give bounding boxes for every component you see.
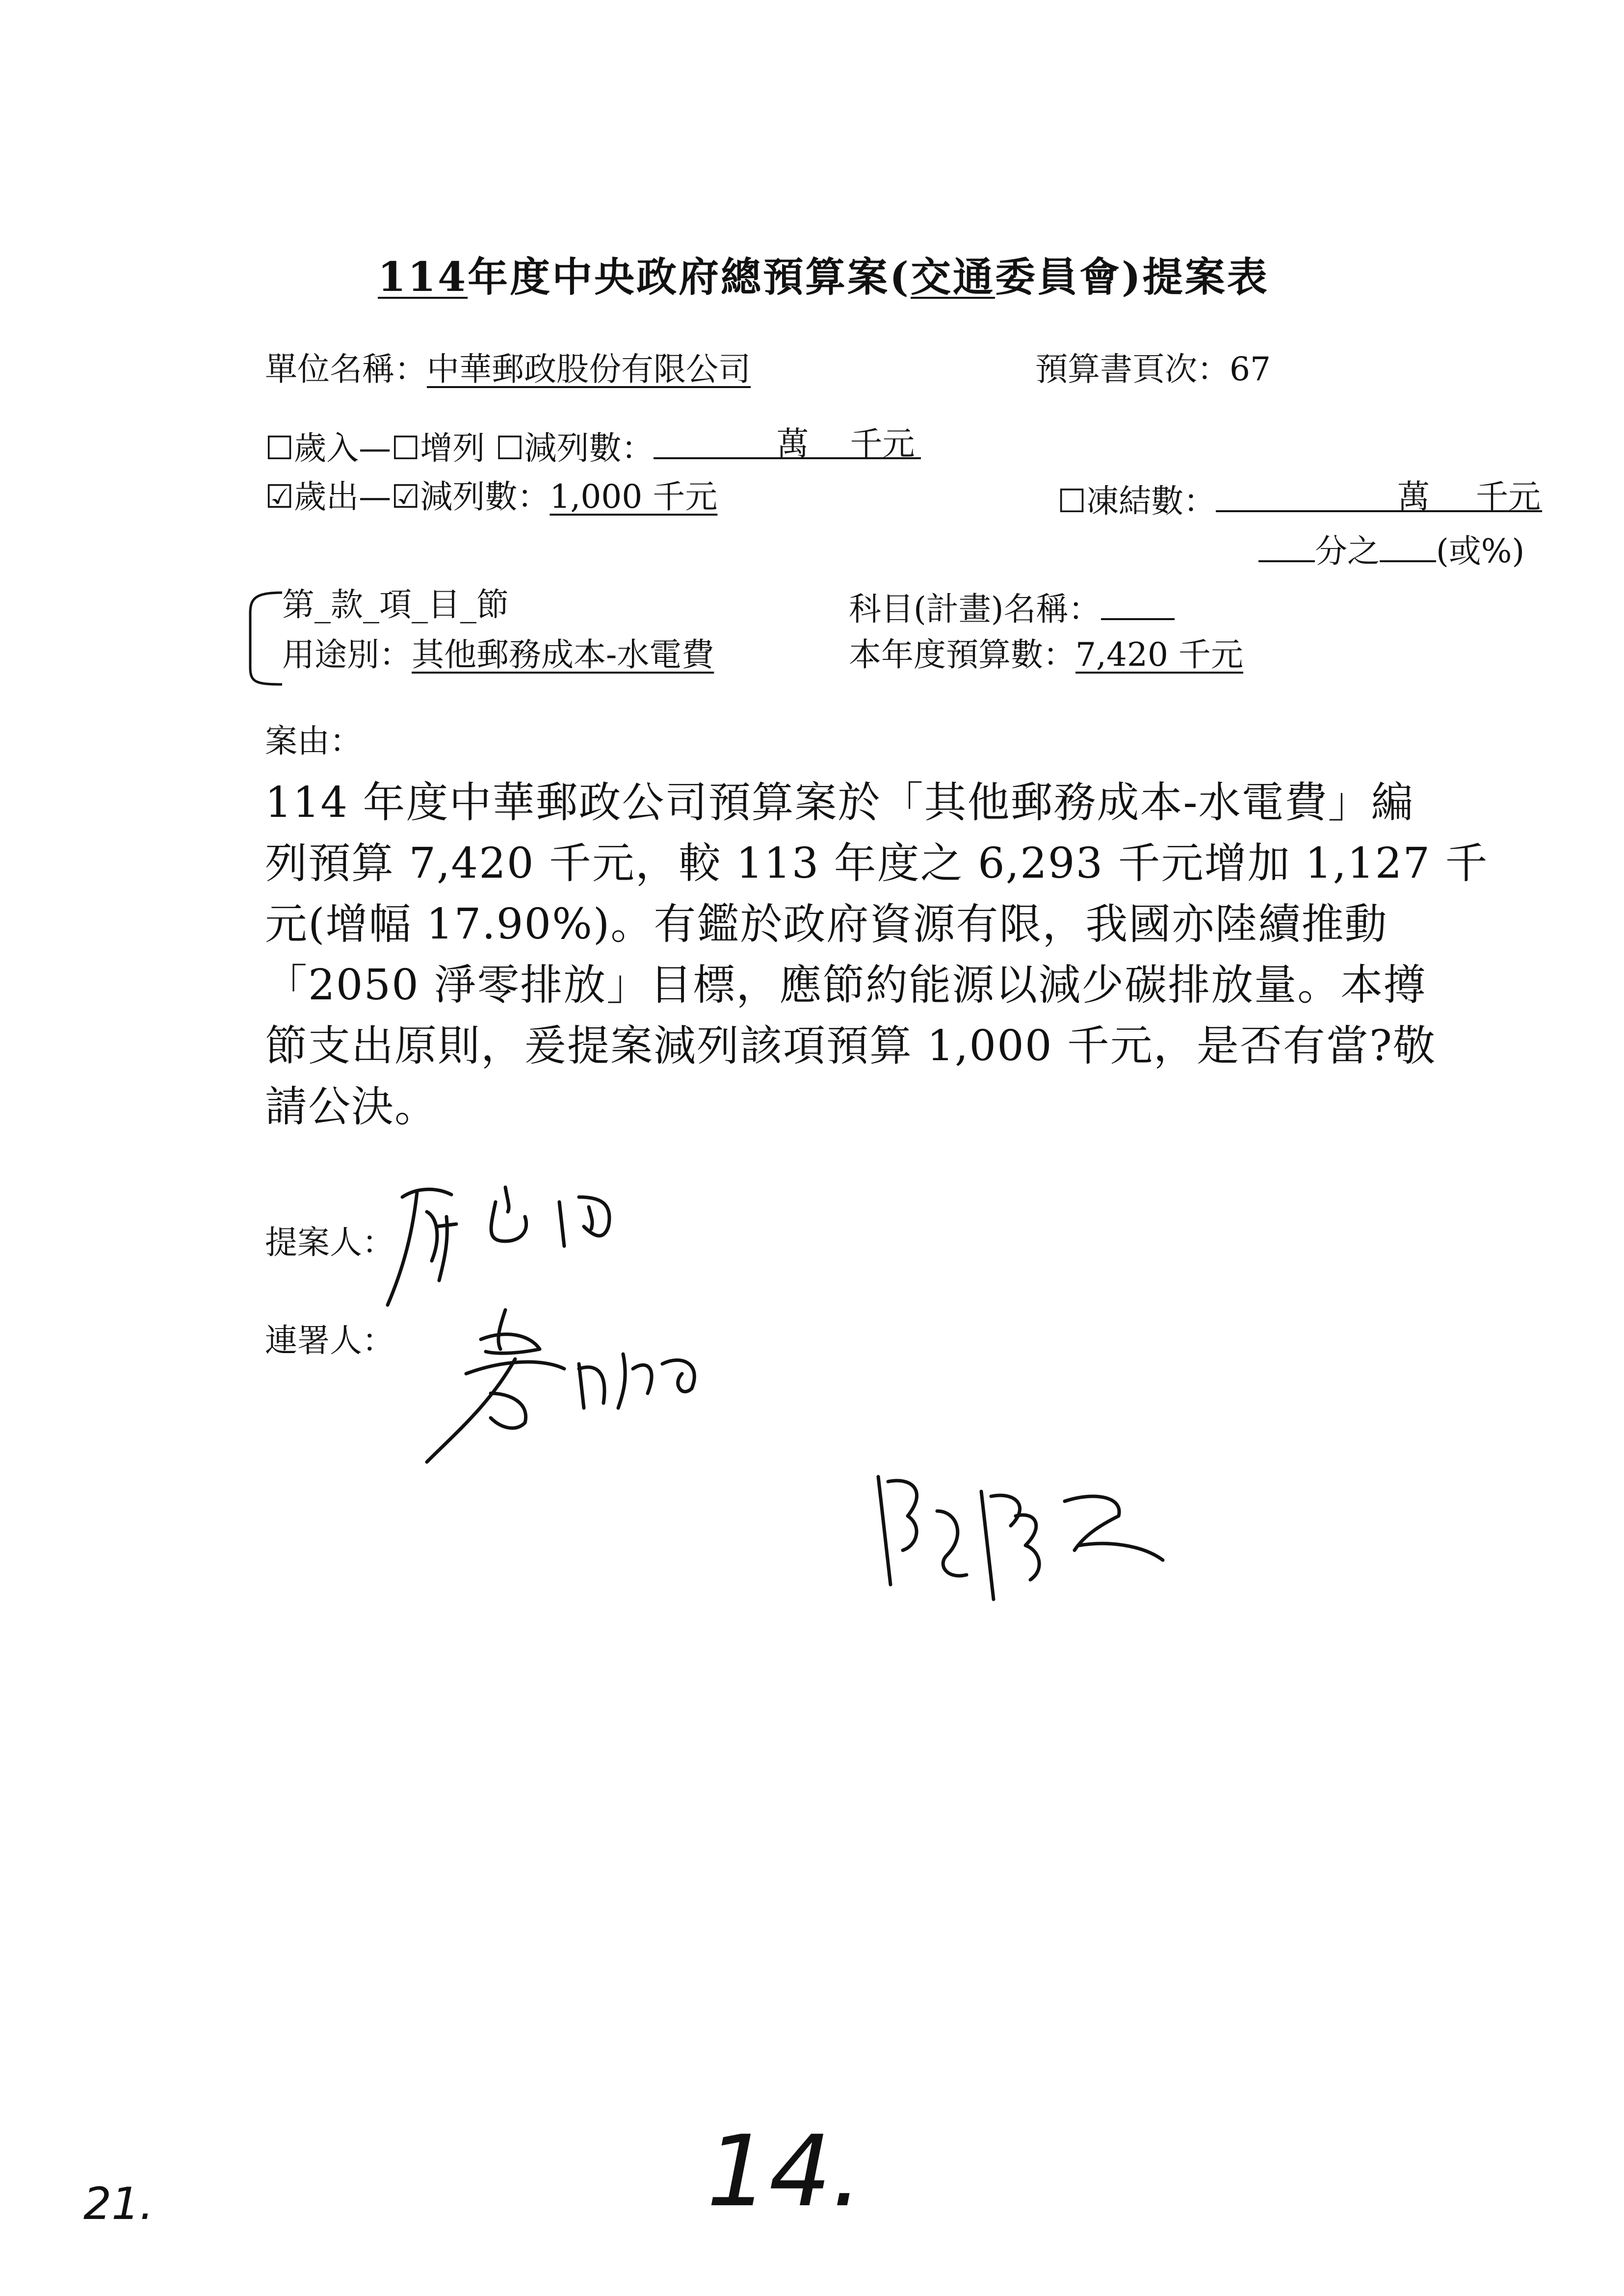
fraction-mid: 分之 [1315, 532, 1380, 570]
title-part1: 年度中央政府總預算案( [468, 254, 911, 301]
reason-line: 元(增幅 17.90%)。有鑑於政府資源有限，我國亦陸續推動 [265, 900, 1388, 949]
document-title [378, 245, 1269, 303]
title-part2: 委員會)提案表 [995, 254, 1269, 301]
budget-row [849, 636, 1243, 674]
fraction-end: (或%) [1436, 532, 1525, 570]
subject-blank [1101, 589, 1175, 620]
revenue-row [265, 425, 921, 467]
freeze-row [1057, 478, 1542, 520]
section-line: 第_款_項_目_節 [282, 586, 509, 624]
cosigner-signature-1 [417, 1295, 721, 1482]
title-year: 114 [378, 254, 468, 301]
purpose-row [282, 636, 714, 674]
unit-row [265, 350, 795, 388]
section-bracket [236, 584, 289, 692]
reason-label: 案由： [265, 722, 362, 760]
cosigner-label: 連署人： [265, 1322, 394, 1359]
expense-text: ☑歲出—☑減列數： [265, 478, 550, 516]
proposer-label: 提案人： [265, 1224, 394, 1261]
cosigner-signature-2 [868, 1462, 1173, 1619]
revenue-wan: 萬 [776, 425, 809, 463]
unit-label: 單位名稱： [265, 350, 427, 388]
proposer-signature [383, 1168, 657, 1315]
reason-line: 「2050 淨零排放」目標，應節約能源以減少碳排放量。本撙 [265, 961, 1427, 1010]
reason-line: 114 年度中華郵政公司預算案於「其他郵務成本-水電費」編 [265, 778, 1414, 827]
footer-page-number: 14. [707, 2114, 863, 2229]
unit-name: 中華郵政股份有限公司 [427, 350, 751, 388]
fraction-blank-1 [1258, 531, 1315, 562]
freeze-amount-blank [1216, 478, 1542, 516]
expense-row [265, 478, 718, 516]
revenue-text: ☐歲入—☐增列 ☐減列數： [265, 429, 654, 467]
freeze-qian: 千元 [1476, 478, 1541, 516]
expense-amount: 1,000 千元 [550, 478, 718, 516]
fraction-blank-2 [1380, 531, 1436, 562]
revenue-qian: 千元 [850, 425, 915, 463]
freeze-wan: 萬 [1397, 478, 1430, 516]
revenue-amount-blank [654, 425, 921, 463]
reason-line: 節支出原則，爰提案減列該項預算 1,000 千元，是否有當?敬 [265, 1021, 1436, 1070]
subject-row [849, 589, 1175, 626]
purpose-label: 用途別： [282, 636, 412, 674]
reason-line: 請公決。 [265, 1082, 438, 1131]
purpose-value: 其他郵務成本-水電費 [412, 636, 714, 674]
title-committee: 交通 [910, 254, 995, 301]
budget-page-number: 預算書頁次：67 [1035, 350, 1271, 388]
freeze-fraction-row [1258, 531, 1524, 568]
budget-label: 本年度預算數： [849, 636, 1075, 674]
freeze-label: ☐凍結數： [1057, 482, 1216, 520]
footer-left-mark: 21. [83, 2178, 154, 2230]
subject-label: 科目(計畫)名稱： [849, 590, 1101, 628]
budget-value: 7,420 千元 [1075, 636, 1243, 674]
reason-line: 列預算 7,420 千元，較 113 年度之 6,293 千元增加 1,127 千 [265, 839, 1489, 888]
